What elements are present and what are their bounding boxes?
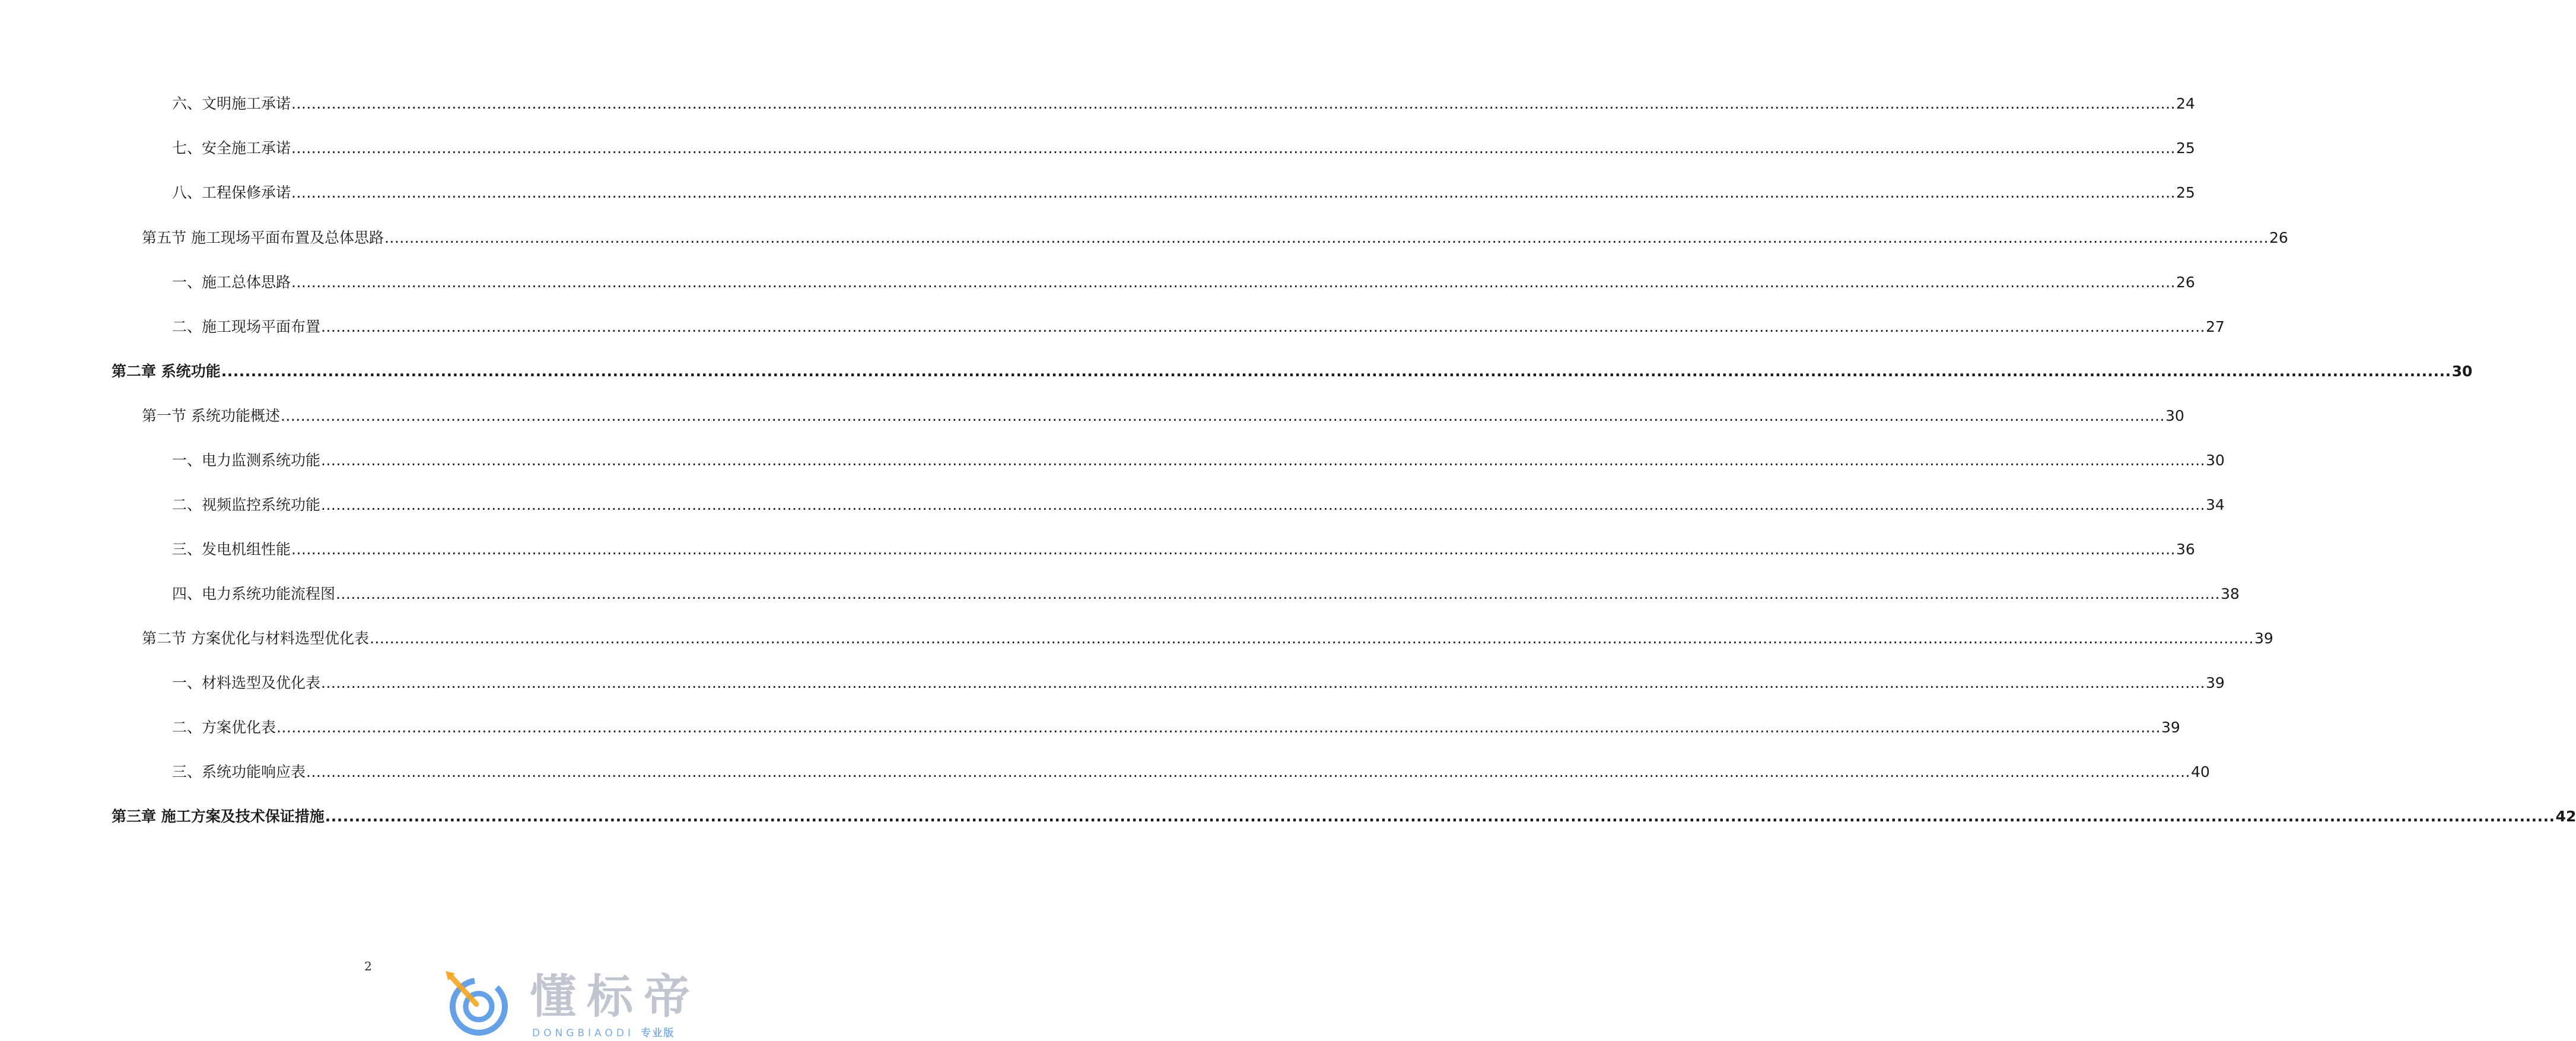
toc-entry-page: 30 bbox=[2165, 407, 2184, 424]
toc-dot-leader: ........................................................................................................................................................................................................................................................................................................................................................................................ bbox=[291, 184, 2176, 201]
toc-dot-leader: ........................................................................................................................................................................................................................................................................................................................................................................................ bbox=[291, 274, 2176, 291]
toc-dot-leader: ........................................................................................................................................................................................................................................................................................................................................................................................ bbox=[321, 674, 2206, 691]
toc-entry[interactable] bbox=[172, 317, 2225, 337]
toc-entry[interactable] bbox=[172, 495, 2225, 515]
toc-entry-title: 二、施工现场平面布置 bbox=[172, 318, 321, 335]
target-logo-icon bbox=[442, 970, 513, 1035]
toc-dot-leader: ........................................................................................................................................................................................................................................................................................................................................................................................ bbox=[221, 363, 2451, 380]
toc-entry[interactable] bbox=[172, 718, 2180, 738]
toc-entry-title: 二、方案优化表 bbox=[172, 719, 276, 736]
toc-dot-leader: ........................................................................................................................................................................................................................................................................................................................................................................................ bbox=[321, 496, 2206, 513]
toc-entry[interactable] bbox=[172, 94, 2195, 114]
toc-dot-leader: ........................................................................................................................................................................................................................................................................................................................................................................................ bbox=[321, 318, 2206, 335]
toc-entry[interactable] bbox=[172, 584, 2240, 604]
toc-entry-page: 36 bbox=[2176, 541, 2195, 558]
watermark-subtitle bbox=[532, 1024, 675, 1039]
toc-dot-leader: ........................................................................................................................................................................................................................................................................................................................................................................................ bbox=[291, 541, 2176, 558]
toc-entry-title: 七、安全施工承诺 bbox=[172, 139, 291, 157]
toc-entry[interactable] bbox=[172, 183, 2195, 203]
toc-entry-page: 30 bbox=[2451, 363, 2473, 380]
toc-entry-title: 六、文明施工承诺 bbox=[172, 95, 291, 112]
toc-entry-page: 26 bbox=[2176, 274, 2195, 291]
toc-entry-title: 第五节 施工现场平面布置及总体思路 bbox=[142, 229, 384, 246]
watermark bbox=[442, 967, 727, 1039]
toc-entry-title: 一、施工总体思路 bbox=[172, 274, 291, 291]
toc-dot-leader: ........................................................................................................................................................................................................................................................................................................................................................................................ bbox=[336, 585, 2221, 602]
toc-entry[interactable] bbox=[172, 272, 2195, 293]
toc-entry-title: 三、发电机组性能 bbox=[172, 541, 291, 558]
watermark-pinyin: DONGBIAODI bbox=[532, 1027, 634, 1039]
toc-entry-title: 一、材料选型及优化表 bbox=[172, 674, 321, 691]
toc-entry[interactable] bbox=[172, 138, 2195, 158]
toc-entry-title: 三、系统功能响应表 bbox=[172, 763, 306, 780]
toc-entry-page: 40 bbox=[2191, 763, 2210, 780]
toc-dot-leader: ........................................................................................................................................................................................................................................................................................................................................................................................ bbox=[369, 630, 2254, 647]
toc-dot-leader: ........................................................................................................................................................................................................................................................................................................................................................................................ bbox=[291, 139, 2176, 157]
toc-dot-leader: ........................................................................................................................................................................................................................................................................................................................................................................................ bbox=[291, 95, 2176, 112]
toc-entry[interactable] bbox=[172, 539, 2195, 560]
toc-entry-page: 38 bbox=[2221, 585, 2240, 602]
toc-entry[interactable] bbox=[142, 228, 2288, 248]
toc-entry-title: 八、工程保修承诺 bbox=[172, 184, 291, 201]
toc-entry[interactable] bbox=[172, 450, 2225, 471]
toc-entry[interactable] bbox=[142, 629, 2273, 649]
toc-entry-title: 二、视频监控系统功能 bbox=[172, 496, 321, 513]
toc-entry-page: 30 bbox=[2206, 452, 2225, 469]
toc-dot-leader: ........................................................................................................................................................................................................................................................................................................................................................................................ bbox=[306, 763, 2191, 780]
toc-entry-page: 24 bbox=[2176, 95, 2195, 112]
toc-entry-page: 34 bbox=[2206, 496, 2225, 513]
toc-entry-page: 39 bbox=[2254, 630, 2273, 647]
toc-entry-page: 27 bbox=[2206, 318, 2225, 335]
toc-entry-page: 25 bbox=[2176, 184, 2195, 201]
toc-entry-title: 第二章 系统功能 bbox=[112, 363, 221, 380]
toc-dot-leader: ........................................................................................................................................................................................................................................................................................................................................................................................ bbox=[280, 407, 2165, 424]
toc-dot-leader: ........................................................................................................................................................................................................................................................................................................................................................................................ bbox=[384, 229, 2269, 246]
toc-dot-leader: ........................................................................................................................................................................................................................................................................................................................................................................................ bbox=[321, 452, 2206, 469]
toc-entry-page: 25 bbox=[2176, 139, 2195, 157]
toc-entry-chapter[interactable] bbox=[112, 807, 2576, 827]
toc-entry-title: 一、电力监测系统功能 bbox=[172, 452, 321, 469]
toc-entry-page: 26 bbox=[2269, 229, 2288, 246]
toc-entry-page: 42 bbox=[2555, 808, 2576, 825]
toc-entry-chapter[interactable] bbox=[112, 361, 2473, 382]
page-number: 2 bbox=[364, 959, 372, 973]
watermark-edition: 专业版 bbox=[641, 1027, 675, 1039]
toc-entry-page: 39 bbox=[2161, 719, 2180, 736]
toc-entry-title: 第三章 施工方案及技术保证措施 bbox=[112, 808, 325, 825]
toc-entry[interactable] bbox=[172, 762, 2210, 782]
toc-entry-page: 39 bbox=[2206, 674, 2225, 691]
toc-entry-title: 第一节 系统功能概述 bbox=[142, 407, 280, 424]
toc-entry-title: 四、电力系统功能流程图 bbox=[172, 585, 336, 602]
toc-dot-leader: ........................................................................................................................................................................................................................................................................................................................................................................................ bbox=[325, 808, 2555, 825]
toc-entry[interactable] bbox=[142, 406, 2184, 426]
toc-dot-leader: ........................................................................................................................................................................................................................................................................................................................................................................................ bbox=[276, 719, 2161, 736]
toc-entry-title: 第二节 方案优化与材料选型优化表 bbox=[142, 630, 369, 647]
watermark-brand-name: 懂标帝 bbox=[530, 970, 701, 1024]
toc-entry[interactable] bbox=[172, 673, 2225, 693]
